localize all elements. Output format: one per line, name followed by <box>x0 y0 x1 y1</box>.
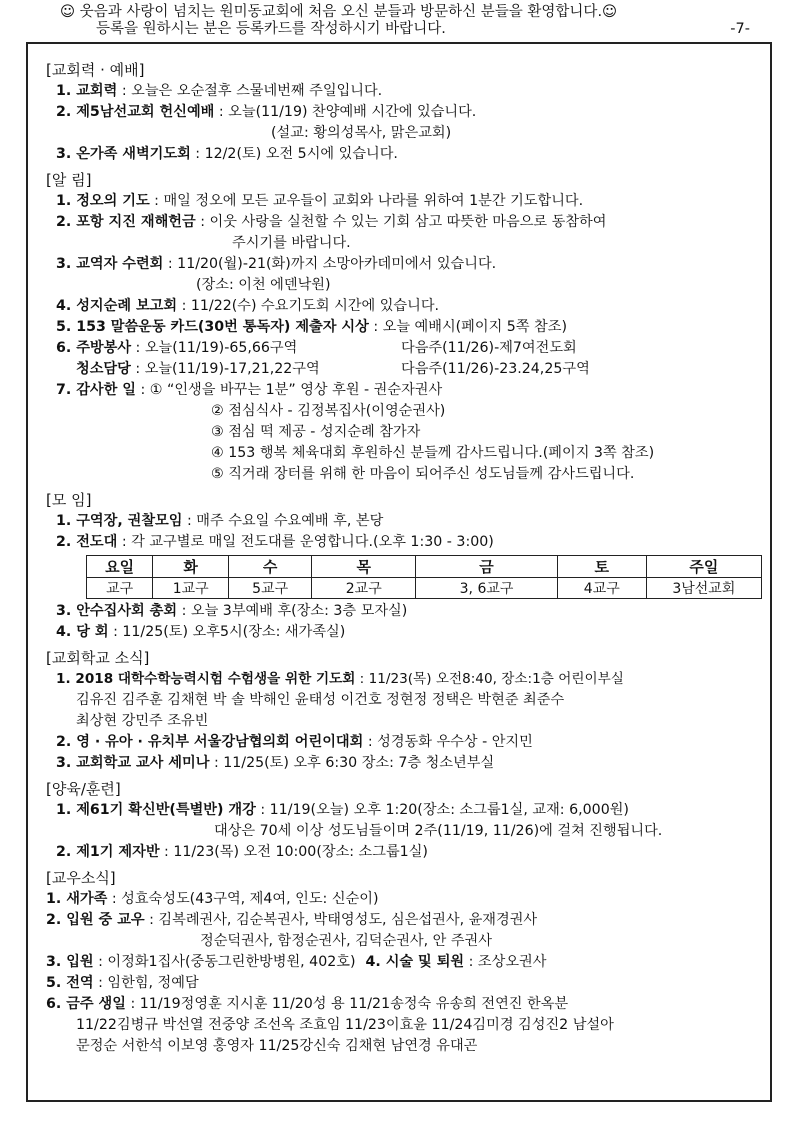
item-row <box>46 622 762 643</box>
table-header-row <box>87 556 762 578</box>
item-text: : 조상오권사 <box>464 954 547 970</box>
section-title: [알 림] <box>46 171 92 189</box>
item-head: 5. 153 말씀운동 카드(30번 통독자) 제출자 시상 <box>56 319 369 335</box>
item-text: : 오늘(11/19)-65,66구역 <box>131 340 298 356</box>
table-cell: 주일 <box>646 556 761 578</box>
section-meetings <box>46 490 762 643</box>
item-text: : 이정화1집사(중동그린한방병원, 402호) <box>93 954 356 970</box>
item-continuation: ② 점심식사 - 김정복집사(이영순권사) <box>211 403 446 419</box>
table-cell: 토 <box>557 556 646 578</box>
welcome-line: ☺ 웃음과 사랑이 넘치는 원미동교회에 처음 오신 분들과 방문하신 분들을 환영합니다.☺ <box>60 4 618 20</box>
section-title: [교회학교 소식] <box>46 649 150 667</box>
item-continuation: 문정순 서한석 이보영 홍영자 11/25강신숙 김채현 남연경 유대곤 <box>76 1038 478 1054</box>
item-head: 2. 영 · 유아 · 유치부 서울강남협의회 어린이대회 <box>56 734 364 750</box>
table-cell: 금 <box>416 556 558 578</box>
item-text: : 11/23(목) 오전8:40, 장소:1층 어린이부실 <box>355 671 624 687</box>
item-text: : 매일 정오에 모든 교우들이 교회와 나라를 위하여 1분간 기도합니다. <box>149 193 584 209</box>
item-row <box>46 800 762 821</box>
item-text: : ① “인생을 바꾸는 1분” 영상 후원 - 권순자권사 <box>135 382 443 398</box>
item-text: : 11/19(오늘) 오후 1:20(장소: 소그룹1실, 교재: 6,000원) <box>255 802 629 818</box>
item-continuation: ③ 점심 떡 제공 - 성지순례 참가자 <box>211 424 421 440</box>
item-head: 3. 온가족 새벽기도회 <box>56 146 191 162</box>
item-continuation: ⑤ 직거래 장터를 위해 한 마음이 되어주신 성도님들께 감사드립니다. <box>211 466 635 482</box>
item-text: : 오늘(11/19) 찬양예배 시간에 있습니다. <box>214 104 477 120</box>
item-text: : 오늘 예배시(페이지 5쪽 참조) <box>368 319 567 335</box>
table-cell: 4교구 <box>557 578 646 599</box>
item-row <box>46 601 762 622</box>
item-head: 3. 입원 <box>46 954 94 970</box>
item-text: : 김복례권사, 김순복권사, 박태영성도, 심은섭권사, 윤재경권사 <box>144 912 538 928</box>
item-row <box>46 994 762 1015</box>
item-continuation: 대상은 70세 이상 성도님들이며 2주(11/19, 11/26)에 걸쳐 진행됩니다. <box>214 823 663 839</box>
item-continuation: ④ 153 행복 체육대회 후원하신 분들께 감사드립니다.(페이지 3쪽 참조) <box>211 445 655 461</box>
item-text: : 11/20(월)-21(화)까지 소망아카데미에서 있습니다. <box>163 256 497 272</box>
table-cell: 5교구 <box>229 578 312 599</box>
table-row <box>87 578 762 599</box>
bulletin-content <box>46 60 762 1057</box>
registration-line: 등록을 원하시는 분은 등록카드를 작성하시기 바랍니다. <box>96 21 446 37</box>
item-continuation: 정순덕권사, 함정순권사, 김덕순권사, 안 주권사 <box>200 933 492 949</box>
item-head: 4. 시술 및 퇴원 <box>365 954 465 970</box>
item-head: 1. 교회력 <box>56 83 118 99</box>
item-head: 4. 성지순례 보고회 <box>56 298 178 314</box>
item-continuation: 11/22김병규 박선열 전중양 조선옥 조효임 11/23이효윤 11/24김미경 김성진2 남설아 <box>76 1017 614 1033</box>
item-continuation: 김유진 김주훈 김채현 박 솔 박해인 윤태성 이건호 정현정 정택은 박현준 최준수 <box>76 692 565 708</box>
item-row <box>46 296 762 317</box>
section-title: [양육/훈련] <box>46 780 121 798</box>
item-row <box>46 669 762 690</box>
item-head: 1. 구역장, 권찰모임 <box>56 513 183 529</box>
item-row <box>46 973 762 994</box>
item-continuation: (장소: 이천 에덴낙원) <box>196 277 331 293</box>
item-row <box>46 102 762 123</box>
item-text: : 오늘(11/19)-17,21,22구역 <box>130 361 320 377</box>
item-text: : 매주 수요일 수요예배 후, 본당 <box>182 513 384 529</box>
item-head: 1. 새가족 <box>46 891 108 907</box>
section-title: [모 임] <box>46 491 92 509</box>
table-cell: 교구 <box>87 578 153 599</box>
section-training <box>46 779 762 863</box>
item-text: : 11/22(수) 수요기도회 시간에 있습니다. <box>177 298 440 314</box>
item-text: : 이웃 사랑을 실천할 수 있는 기회 삼고 따뜻한 마음으로 동참하여 <box>195 214 607 230</box>
item-text: : 오늘은 오순절후 스물네번째 주일입니다. <box>117 83 383 99</box>
item-row <box>46 732 762 753</box>
item-row <box>46 144 762 165</box>
item-head: 3. 안수집사회 총회 <box>56 603 178 619</box>
table-cell: 1교구 <box>153 578 229 599</box>
item-text: : 11/25(토) 오후 6:30 장소: 7층 청소년부실 <box>209 755 495 771</box>
item-head: 2. 전도대 <box>56 534 118 550</box>
item-head: 2. 제1기 제자반 <box>56 844 160 860</box>
welcome-header <box>60 4 750 38</box>
item-row <box>46 952 762 973</box>
section-worship <box>46 60 762 165</box>
item-text: : 11/25(토) 오후5시(장소: 새가족실) <box>108 624 346 640</box>
table-cell: 수 <box>229 556 312 578</box>
table-cell: 요일 <box>87 556 153 578</box>
table-cell: 3, 6교구 <box>416 578 558 599</box>
page-number: -7- <box>730 21 750 37</box>
section-title: [교우소식] <box>46 869 116 887</box>
item-row <box>46 889 762 910</box>
section-church-school <box>46 648 762 774</box>
item-row <box>46 254 762 275</box>
item-head: 2. 입원 중 교우 <box>46 912 145 928</box>
item-row <box>46 511 762 532</box>
item-text: : 각 교구별로 매일 전도대를 운영합니다.(오후 1:30 - 3:00) <box>117 534 494 550</box>
item-continuation: 주시기를 바랍니다. <box>232 235 351 251</box>
item-row <box>46 191 762 212</box>
item-row <box>46 532 762 553</box>
item-row <box>46 753 762 774</box>
item-head: 3. 교회학교 교사 세미나 <box>56 755 210 771</box>
table-cell: 목 <box>312 556 416 578</box>
item-continuation: (설교: 황의성목사, 맑은교회) <box>271 125 452 141</box>
section-notices <box>46 170 762 485</box>
item-head: 4. 당 회 <box>56 624 109 640</box>
item-text: : 성효숙성도(43구역, 제4여, 인도: 신순이) <box>107 891 379 907</box>
item-head: 7. 감사한 일 <box>56 382 136 398</box>
item-text: : 11/23(목) 오전 10:00(장소: 소그룹1실) <box>159 844 428 860</box>
item-head: 3. 교역자 수련회 <box>56 256 164 272</box>
item-head: 2. 제5남선교회 헌신예배 <box>56 104 215 120</box>
item-head: 청소담당 <box>76 361 131 377</box>
item-next-week: 다음주(11/26)-제7여전도회 <box>401 340 577 356</box>
table-cell: 2교구 <box>312 578 416 599</box>
section-title: [교회력 · 예배] <box>46 61 145 79</box>
item-text: : 11/19정영훈 지시훈 11/20성 용 11/21송정숙 유송희 전연진 한옥분 <box>125 996 569 1012</box>
evangelism-schedule-table <box>86 555 762 599</box>
item-row <box>46 842 762 863</box>
item-head: 1. 정오의 기도 <box>56 193 150 209</box>
item-head: 5. 전역 <box>46 975 94 991</box>
section-member-news <box>46 868 762 1057</box>
item-head: 6. 주방봉사 <box>56 340 132 356</box>
item-text: : 오늘 3부예배 후(장소: 3층 모자실) <box>177 603 408 619</box>
item-row <box>46 212 762 233</box>
item-text: : 12/2(토) 오전 5시에 있습니다. <box>190 146 398 162</box>
item-head: 1. 제61기 확신반(특별반) 개강 <box>56 802 256 818</box>
item-text: : 성경동화 우수상 - 안지민 <box>363 734 533 750</box>
item-head: 2. 포항 지진 재해헌금 <box>56 214 196 230</box>
item-next-week: 다음주(11/26)-23.24,25구역 <box>401 361 590 377</box>
item-continuation: 최상현 강민주 조유빈 <box>76 713 209 729</box>
item-row <box>46 317 762 338</box>
item-row <box>46 380 762 401</box>
table-cell: 3남선교회 <box>646 578 761 599</box>
item-head: 1. 2018 대학수학능력시험 수험생을 위한 기도회 <box>56 671 356 687</box>
item-head: 6. 금주 생일 <box>46 996 126 1012</box>
item-row <box>46 338 762 359</box>
item-row <box>46 910 762 931</box>
item-row <box>46 81 762 102</box>
item-row <box>46 359 762 380</box>
item-text: : 임한힘, 정예담 <box>93 975 199 991</box>
table-cell: 화 <box>153 556 229 578</box>
